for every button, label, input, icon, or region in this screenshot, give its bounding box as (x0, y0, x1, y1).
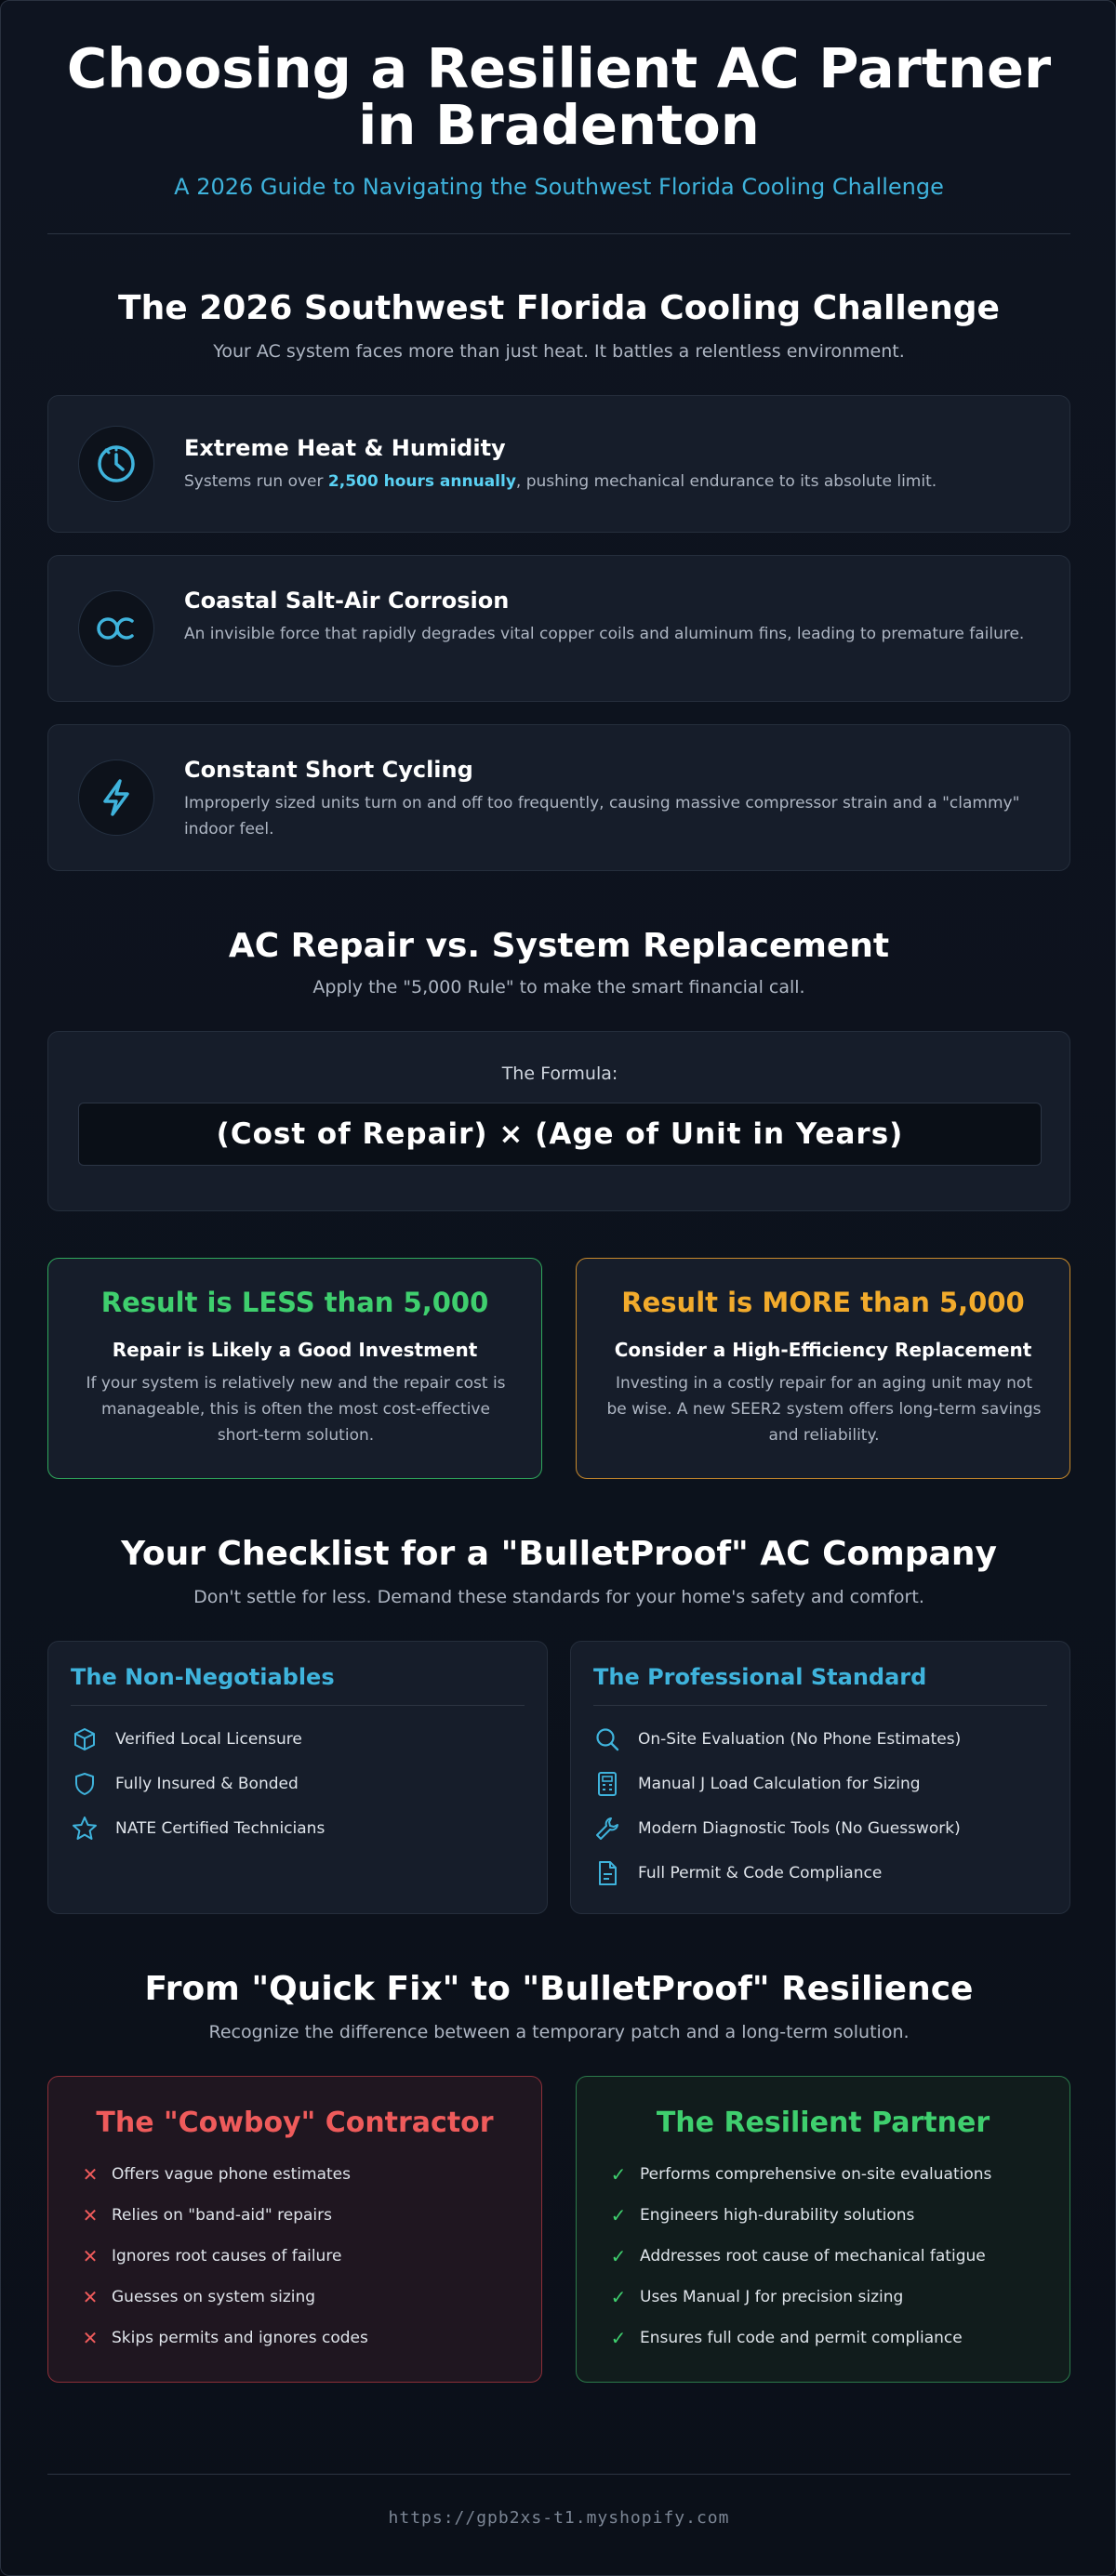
list-item: Fully Insured & Bonded (71, 1770, 299, 1798)
panel-divider (593, 1705, 1047, 1706)
corrosion-icon (78, 590, 154, 667)
result-more-title: Result is MORE than 5,000 (621, 1287, 1025, 1318)
challenge-card-cycling (47, 724, 1070, 871)
resilient-title: The Resilient Partner (656, 2107, 990, 2139)
wrench-icon (593, 1815, 621, 1843)
list-item: ✕ Offers vague phone estimates (80, 2162, 351, 2186)
panel-title: The Non-Negotiables (71, 1664, 335, 1690)
list-item: ✓ Performs comprehensive on-site evaluations (608, 2162, 991, 2186)
checklist-title: Your Checklist for a "BulletProof" AC Company (121, 1535, 997, 1573)
divider (47, 233, 1070, 234)
repair-subtitle: Apply the "5,000 Rule" to make the smart financial call. (312, 977, 805, 997)
calculator-icon (593, 1770, 621, 1798)
footer-url-link[interactable]: https://gpb2xs-t1.myshopify.com (388, 2508, 730, 2528)
document-icon (593, 1859, 621, 1887)
result-less-title: Result is LESS than 5,000 (100, 1287, 489, 1318)
card-title: Constant Short Cycling (184, 757, 473, 783)
list-item: Full Permit & Code Compliance (593, 1859, 882, 1887)
card-title: Extreme Heat & Humidity (184, 435, 506, 461)
formula-label: The Formula: (501, 1063, 618, 1084)
checklist-subtitle: Don't settle for less. Demand these standards for your home's safety and comfort. (193, 1587, 924, 1607)
cube-icon (71, 1725, 99, 1753)
compare-subtitle: Recognize the difference between a temporary patch and a long-term solution. (208, 2022, 910, 2042)
resilient-partner-card (576, 2076, 1070, 2383)
card-text: Improperly sized units turn on and off too frequently, causing massive compressor strain and a "clammy" indoor feel. (184, 794, 1020, 839)
challenge-card-heat (47, 395, 1070, 533)
list-item: Verified Local Licensure (71, 1725, 302, 1753)
list-item: ✓ Ensures full code and permit compliance (608, 2326, 963, 2350)
result-more-card (576, 1258, 1070, 1479)
card-text: Systems run over 2,500 hours annually, pushing mechanical endurance to its absolute limit. (184, 472, 937, 491)
non-negotiables-panel (47, 1641, 548, 1914)
cowboy-contractor-card (47, 2076, 542, 2383)
formula-card (47, 1031, 1070, 1211)
page-title (47, 36, 1070, 157)
check-icon: ✓ (610, 2163, 627, 2186)
list-item: ✓ Addresses root cause of mechanical fatigue (608, 2244, 986, 2268)
clock-icon (78, 426, 154, 502)
title-line-1: Choosing a Resilient AC Partner (66, 36, 1052, 100)
list-item: ✕ Skips permits and ignores codes (80, 2326, 368, 2350)
list-item: ✕ Relies on "band-aid" repairs (80, 2203, 332, 2227)
cowboy-title: The "Cowboy" Contractor (96, 2107, 494, 2139)
cross-icon: ✕ (82, 2286, 99, 2308)
compare-title: From "Quick Fix" to "BulletProof" Resilience (144, 1970, 974, 2008)
list-item: ✓ Engineers high-durability solutions (608, 2203, 914, 2227)
list-item: ✕ Guesses on system sizing (80, 2285, 315, 2309)
check-icon: ✓ (610, 2245, 627, 2267)
card-text: An invisible force that rapidly degrades vital copper coils and aluminum fins, leading to premature failure. (184, 625, 1025, 643)
list-item: Modern Diagnostic Tools (No Guesswork) (593, 1815, 961, 1843)
shield-icon (71, 1770, 99, 1798)
result-more-text: Investing in a costly repair for an aging unit may not be wise. A new SEER2 system offers long-term savings and reliability. (606, 1374, 1042, 1445)
cross-icon: ✕ (82, 2327, 99, 2349)
list-item: ✓ Uses Manual J for precision sizing (608, 2285, 903, 2309)
check-icon: ✓ (610, 2327, 627, 2349)
result-less-card (47, 1258, 542, 1479)
result-more-sub: Consider a High-Efficiency Replacement (614, 1339, 1032, 1361)
result-less-sub: Repair is Likely a Good Investment (112, 1339, 478, 1361)
check-icon: ✓ (610, 2286, 627, 2308)
challenge-subtitle: Your AC system faces more than just heat. It battles a relentless environment. (213, 341, 905, 362)
result-less-text: If your system is relatively new and the repair cost is manageable, this is often the most cost-effective short-term solution. (86, 1374, 506, 1445)
cross-icon: ✕ (82, 2204, 99, 2226)
panel-title: The Professional Standard (593, 1664, 927, 1690)
list-item: Manual J Load Calculation for Sizing (593, 1770, 921, 1798)
professional-standard-panel (570, 1641, 1070, 1914)
footer-divider (47, 2474, 1070, 2475)
star-icon (71, 1815, 99, 1843)
repair-title: AC Repair vs. System Replacement (228, 927, 890, 965)
cross-icon: ✕ (82, 2163, 99, 2186)
card-title: Coastal Salt-Air Corrosion (184, 588, 510, 614)
lightning-icon (78, 760, 154, 836)
search-icon (593, 1725, 621, 1753)
challenge-title: The 2026 Southwest Florida Cooling Challenge (118, 289, 1000, 327)
title-line-2: in Bradenton (358, 93, 760, 157)
cross-icon: ✕ (82, 2245, 99, 2267)
list-item: ✕ Ignores root causes of failure (80, 2244, 341, 2268)
formula-box: (Cost of Repair) × (Age of Unit in Years) (78, 1103, 1042, 1166)
list-item: NATE Certified Technicians (71, 1815, 325, 1843)
highlight-hours: 2,500 hours annually (327, 472, 516, 491)
check-icon: ✓ (610, 2204, 627, 2226)
panel-divider (71, 1705, 525, 1706)
challenge-card-corrosion (47, 555, 1070, 702)
list-item: On-Site Evaluation (No Phone Estimates) (593, 1725, 961, 1753)
page-subtitle: A 2026 Guide to Navigating the Southwest Florida Cooling Challenge (174, 174, 944, 200)
